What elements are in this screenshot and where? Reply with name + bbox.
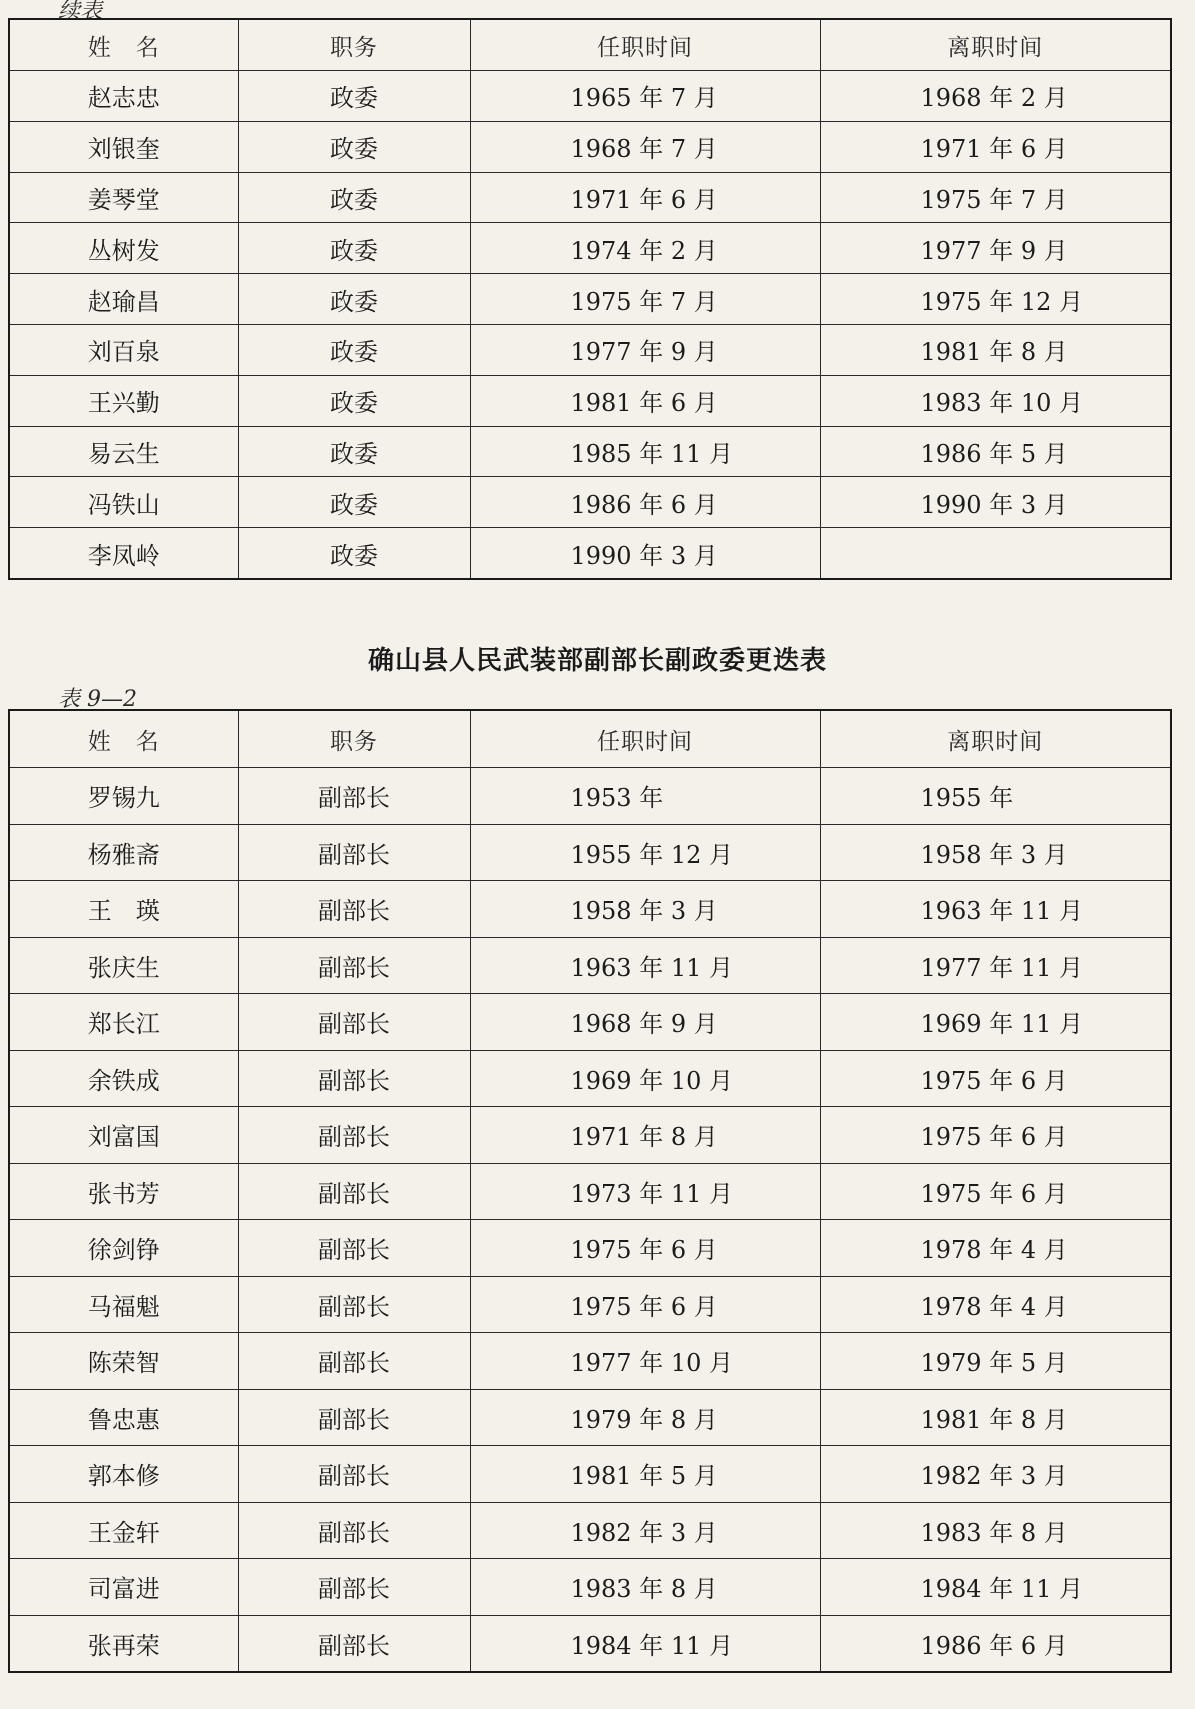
- table-row: [9, 1615, 1171, 1672]
- cell-end-date: 1971 年 6 月: [820, 121, 1171, 172]
- cell-name: 李凤岭: [9, 528, 238, 579]
- cell-start-date: 1986 年 6 月: [470, 477, 820, 528]
- table-row: [9, 768, 1171, 825]
- cell-end-date: [820, 528, 1171, 579]
- cell-start-date: 1977 年 9 月: [470, 324, 820, 375]
- table-row: [9, 223, 1171, 274]
- cell-name: 余铁成: [9, 1050, 238, 1107]
- table-body: [9, 71, 1171, 579]
- cell-position: 政委: [238, 172, 470, 223]
- cell-name: 鲁忠惠: [9, 1389, 238, 1446]
- cell-position: 政委: [238, 375, 470, 426]
- cell-position: 副部长: [238, 1559, 470, 1616]
- cell-position: 副部长: [238, 1389, 470, 1446]
- cell-name: 赵瑜昌: [9, 274, 238, 325]
- table-row: [9, 426, 1171, 477]
- cell-name: 张庆生: [9, 937, 238, 994]
- header-position: 职务: [238, 710, 470, 768]
- cell-end-date: 1977 年 11 月: [820, 937, 1171, 994]
- cell-start-date: 1969 年 10 月: [470, 1050, 820, 1107]
- table-row: [9, 824, 1171, 881]
- header-end-date: 离职时间: [820, 19, 1171, 71]
- cell-name: 张书芳: [9, 1163, 238, 1220]
- table-header-row: [9, 19, 1171, 71]
- cell-start-date: 1982 年 3 月: [470, 1502, 820, 1559]
- cell-end-date: 1978 年 4 月: [820, 1220, 1171, 1277]
- cell-start-date: 1990 年 3 月: [470, 528, 820, 579]
- table-row: [9, 1559, 1171, 1616]
- cell-end-date: 1982 年 3 月: [820, 1446, 1171, 1503]
- cell-name: 郭本修: [9, 1446, 238, 1503]
- cell-position: 政委: [238, 121, 470, 172]
- cell-start-date: 1981 年 6 月: [470, 375, 820, 426]
- cell-position: 副部长: [238, 1446, 470, 1503]
- cell-position: 副部长: [238, 824, 470, 881]
- table-row: [9, 375, 1171, 426]
- cell-position: 政委: [238, 426, 470, 477]
- cell-name: 杨雅斋: [9, 824, 238, 881]
- cell-end-date: 1963 年 11 月: [820, 881, 1171, 938]
- cell-position: 副部长: [238, 1615, 470, 1672]
- cell-name: 罗锡九: [9, 768, 238, 825]
- cell-start-date: 1975 年 6 月: [470, 1220, 820, 1277]
- cell-end-date: 1983 年 8 月: [820, 1502, 1171, 1559]
- cell-position: 政委: [238, 71, 470, 122]
- cell-start-date: 1985 年 11 月: [470, 426, 820, 477]
- cell-name: 赵志忠: [9, 71, 238, 122]
- table-row: [9, 881, 1171, 938]
- table-title: 确山县人民武装部副部长副政委更迭表: [367, 646, 827, 676]
- cell-name: 冯铁山: [9, 477, 238, 528]
- table-row: [9, 994, 1171, 1051]
- table-row: [9, 1220, 1171, 1277]
- cell-name: 陈荣智: [9, 1333, 238, 1390]
- cell-end-date: 1990 年 3 月: [820, 477, 1171, 528]
- cell-position: 副部长: [238, 1220, 470, 1277]
- table-row: [9, 1502, 1171, 1559]
- cell-start-date: 1973 年 11 月: [470, 1163, 820, 1220]
- table-row: [9, 1276, 1171, 1333]
- cell-name: 易云生: [9, 426, 238, 477]
- header-end-date: 离职时间: [820, 710, 1171, 768]
- table-row: [9, 274, 1171, 325]
- cell-position: 副部长: [238, 937, 470, 994]
- cell-start-date: 1974 年 2 月: [470, 223, 820, 274]
- table-row: [9, 1333, 1171, 1390]
- cell-start-date: 1958 年 3 月: [470, 881, 820, 938]
- cell-position: 副部长: [238, 1107, 470, 1164]
- cell-name: 王 瑛: [9, 881, 238, 938]
- cell-position: 政委: [238, 528, 470, 579]
- cell-end-date: 1975 年 7 月: [820, 172, 1171, 223]
- cell-name: 刘银奎: [9, 121, 238, 172]
- cell-end-date: 1981 年 8 月: [820, 324, 1171, 375]
- table-row: [9, 172, 1171, 223]
- table-row: [9, 1446, 1171, 1503]
- cell-end-date: 1975 年 6 月: [820, 1163, 1171, 1220]
- table-row: [9, 71, 1171, 122]
- cell-position: 副部长: [238, 768, 470, 825]
- cell-end-date: 1986 年 5 月: [820, 426, 1171, 477]
- cell-position: 副部长: [238, 1163, 470, 1220]
- table-row: [9, 937, 1171, 994]
- cell-position: 副部长: [238, 1276, 470, 1333]
- cell-start-date: 1975 年 7 月: [470, 274, 820, 325]
- cell-name: 张再荣: [9, 1615, 238, 1672]
- cell-start-date: 1968 年 9 月: [470, 994, 820, 1051]
- table-row: [9, 528, 1171, 579]
- cell-start-date: 1953 年: [470, 768, 820, 825]
- table-header-row: [9, 710, 1171, 768]
- cell-name: 王兴勤: [9, 375, 238, 426]
- cell-start-date: 1977 年 10 月: [470, 1333, 820, 1390]
- cell-name: 马福魁: [9, 1276, 238, 1333]
- table-row: [9, 121, 1171, 172]
- table-row: [9, 1163, 1171, 1220]
- cell-position: 副部长: [238, 1050, 470, 1107]
- header-start-date: 任职时间: [470, 19, 820, 71]
- cell-end-date: 1955 年: [820, 768, 1171, 825]
- cell-end-date: 1981 年 8 月: [820, 1389, 1171, 1446]
- cell-position: 政委: [238, 223, 470, 274]
- cell-start-date: 1981 年 5 月: [470, 1446, 820, 1503]
- cell-start-date: 1984 年 11 月: [470, 1615, 820, 1672]
- table-row: [9, 324, 1171, 375]
- cell-name: 王金轩: [9, 1502, 238, 1559]
- cell-end-date: 1975 年 12 月: [820, 274, 1171, 325]
- table-row: [9, 477, 1171, 528]
- cell-end-date: 1968 年 2 月: [820, 71, 1171, 122]
- cell-name: 刘百泉: [9, 324, 238, 375]
- cell-position: 副部长: [238, 1502, 470, 1559]
- cell-end-date: 1975 年 6 月: [820, 1107, 1171, 1164]
- table-deputies: [8, 709, 1172, 1673]
- cell-end-date: 1986 年 6 月: [820, 1615, 1171, 1672]
- header-name: 姓 名: [9, 710, 238, 768]
- cell-position: 政委: [238, 477, 470, 528]
- cell-start-date: 1979 年 8 月: [470, 1389, 820, 1446]
- cell-position: 政委: [238, 274, 470, 325]
- table-row: [9, 1050, 1171, 1107]
- cell-position: 政委: [238, 324, 470, 375]
- table-row: [9, 1389, 1171, 1446]
- cell-end-date: 1969 年 11 月: [820, 994, 1171, 1051]
- cell-name: 司富进: [9, 1559, 238, 1616]
- header-name: 姓 名: [9, 19, 238, 71]
- cell-end-date: 1978 年 4 月: [820, 1276, 1171, 1333]
- header-position: 职务: [238, 19, 470, 71]
- cell-end-date: 1979 年 5 月: [820, 1333, 1171, 1390]
- table-row: [9, 1107, 1171, 1164]
- cell-position: 副部长: [238, 1333, 470, 1390]
- cell-name: 徐剑铮: [9, 1220, 238, 1277]
- cell-start-date: 1971 年 6 月: [470, 172, 820, 223]
- cell-position: 副部长: [238, 881, 470, 938]
- cell-start-date: 1975 年 6 月: [470, 1276, 820, 1333]
- cell-end-date: 1975 年 6 月: [820, 1050, 1171, 1107]
- cell-start-date: 1971 年 8 月: [470, 1107, 820, 1164]
- cell-start-date: 1983 年 8 月: [470, 1559, 820, 1616]
- cell-name: 姜琴堂: [9, 172, 238, 223]
- table-number: 表 9—2: [58, 687, 137, 712]
- cell-name: 丛树发: [9, 223, 238, 274]
- cell-end-date: 1983 年 10 月: [820, 375, 1171, 426]
- cell-name: 郑长江: [9, 994, 238, 1051]
- header-start-date: 任职时间: [470, 710, 820, 768]
- cell-end-date: 1958 年 3 月: [820, 824, 1171, 881]
- cell-end-date: 1977 年 9 月: [820, 223, 1171, 274]
- table-political-commissars: [8, 18, 1172, 580]
- cell-name: 刘富国: [9, 1107, 238, 1164]
- cell-start-date: 1963 年 11 月: [470, 937, 820, 994]
- cell-start-date: 1965 年 7 月: [470, 71, 820, 122]
- cell-start-date: 1955 年 12 月: [470, 824, 820, 881]
- cell-start-date: 1968 年 7 月: [470, 121, 820, 172]
- table-body: [9, 768, 1171, 1673]
- continued-label: 续表: [58, 0, 103, 24]
- cell-position: 副部长: [238, 994, 470, 1051]
- cell-end-date: 1984 年 11 月: [820, 1559, 1171, 1616]
